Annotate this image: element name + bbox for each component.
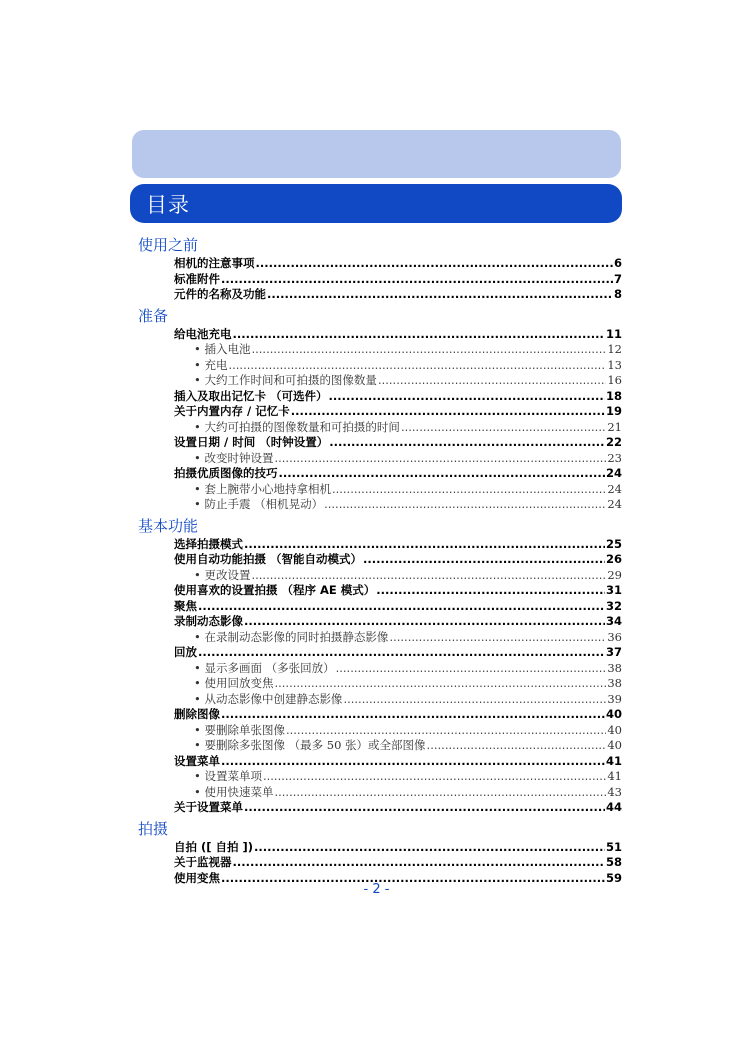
toc-entry[interactable] [138,583,622,599]
entry-page-number: 24 [607,497,622,511]
dot-leader [343,692,606,708]
dot-leader [286,723,606,739]
dot-leader [251,568,606,584]
dot-leader [329,389,605,405]
toc-entry[interactable] [138,754,622,770]
toc-section [138,515,622,816]
dot-leader [233,855,605,871]
dot-leader [401,420,606,436]
toc-entry[interactable] [138,404,622,420]
dot-leader [274,451,606,467]
entry-page-number: 13 [607,357,622,372]
entry-page-number: 11 [605,326,622,341]
entry-label: • 使用快速菜单 [194,784,274,799]
entry-page-number: 26 [605,552,622,566]
dot-leader [274,676,606,692]
table-of-contents [138,232,622,886]
dot-leader [329,435,605,451]
entry-page-number: 31 [605,583,622,597]
dot-leader [427,738,607,754]
dot-leader [221,272,613,288]
entry-label: 插入及取出记忆卡 （可选件） [174,388,328,403]
toc-subentry[interactable] [138,738,622,754]
dot-leader [332,482,606,498]
toc-subentry[interactable] [138,497,622,513]
entry-label: • 使用回放变焦 [194,676,274,690]
toc-subentry[interactable] [138,676,622,692]
dot-leader [244,614,605,630]
toc-entry[interactable] [138,466,622,482]
entry-label: • 防止手震 （相机晃动） [194,497,324,511]
toc-subentry[interactable] [138,661,622,677]
entry-page-number: 32 [605,598,622,613]
toc-section [138,234,622,303]
entry-label: 设置菜单 [174,753,220,768]
dot-leader [291,404,605,420]
entry-page-number: 29 [607,567,622,582]
entry-page-number: 18 [605,388,622,403]
entry-page-number: 38 [607,660,622,675]
toc-section [138,305,622,513]
entry-label: 回放 [174,645,197,659]
toc-entry[interactable] [138,599,622,615]
toc-subentry[interactable] [138,482,622,498]
entry-page-number: 44 [605,800,622,814]
entry-page-number: 23 [607,450,622,465]
entry-label: 元件的名称及功能 [174,287,266,301]
entry-page-number: 24 [605,466,622,480]
dot-leader [251,342,606,358]
entry-label: 使用变焦 [174,870,220,885]
dot-leader [233,327,605,343]
entry-label: • 更改设置 [194,567,251,582]
toc-entry[interactable] [138,327,622,343]
dot-leader [376,583,605,599]
entry-label: • 设置菜单项 [194,769,262,783]
entry-label: 标准附件 [174,271,220,286]
entry-page-number: 39 [607,691,622,706]
dot-leader [221,707,605,723]
toc-entry[interactable] [138,840,622,856]
entry-page-number: 38 [607,676,622,690]
toc-subentry[interactable] [138,342,622,358]
entry-label: 相机的注意事项 [174,256,255,270]
title-bar [130,184,622,223]
entry-label: • 插入电池 [194,342,251,356]
dot-leader [389,630,606,646]
dot-leader [221,754,605,770]
toc-entry[interactable] [138,537,622,553]
toc-section [138,818,622,887]
entry-page-number: 58 [605,855,622,869]
dot-leader [274,785,606,801]
entry-page-number: 21 [607,419,622,434]
entry-page-number: 36 [607,629,622,644]
entry-label: 设置日期 / 时间 （时钟设置） [174,435,329,449]
entry-page-number: 12 [607,342,622,356]
dot-leader [244,537,605,553]
entry-page-number: 34 [605,614,622,628]
dot-leader [378,373,606,389]
entry-label: 使用喜欢的设置拍摄 （程序 AE 模式） [174,583,376,597]
entry-page-number: 41 [607,769,622,783]
entry-page-number: 37 [605,645,622,659]
entry-page-number: 40 [605,707,622,721]
entry-page-number: 43 [607,784,622,799]
page-number: - 2 - [363,882,390,897]
section-title: 拍摄 [138,819,169,838]
toc-entry[interactable] [138,614,622,630]
entry-label: • 要删除单张图像 [194,722,285,737]
entry-page-number: 22 [605,435,622,449]
toc-subentry[interactable] [138,692,622,708]
dot-leader [198,645,605,661]
page-title: 目录 [146,192,190,217]
section-title: 使用之前 [138,236,199,254]
toc-entry[interactable] [138,435,622,451]
entry-label: • 大约可拍摄的图像数量和可拍摄的时间 [194,419,400,434]
entry-page-number: 25 [605,536,622,551]
toc-entry[interactable] [138,287,622,303]
entry-page-number: 40 [607,722,622,737]
entry-page-number: 59 [605,870,622,885]
section-title: 基本功能 [138,516,199,535]
entry-label: • 套上腕带小心地持拿相机 [194,481,331,496]
entry-label: 使用自动功能拍摄 （智能自动模式） [174,552,363,566]
dot-leader [263,769,606,785]
section-title: 准备 [138,306,169,325]
entry-label: 关于监视器 [174,855,232,869]
toc-subentry[interactable] [138,630,622,646]
entry-page-number: 7 [613,271,622,286]
entry-page-number: 19 [605,404,622,418]
dot-leader [267,287,613,303]
entry-page-number: 41 [605,753,622,768]
toc-entry[interactable] [138,800,622,816]
toc-subentry[interactable] [138,373,622,389]
entry-label: 关于内置内存 / 记忆卡 [174,404,290,418]
entry-label: • 从动态影像中创建静态影像 [194,691,343,706]
toc-entry[interactable] [138,389,622,405]
toc-subentry[interactable] [138,451,622,467]
toc-entry[interactable] [138,552,622,568]
toc-entry[interactable] [138,707,622,723]
entry-label: 删除图像 [174,707,220,721]
entry-page-number: 8 [613,287,622,301]
dot-leader [324,497,606,513]
entry-label: 自拍 ([ 自拍 ]) [174,839,254,854]
entry-page-number: 16 [607,373,622,387]
entry-label: 录制动态影像 [174,614,243,628]
dot-leader [363,552,605,568]
entry-page-number: 40 [607,738,622,752]
entry-page-number: 51 [605,839,622,854]
toc-subentry[interactable] [138,723,622,739]
toc-subentry[interactable] [138,420,622,436]
entry-label: • 改变时钟设置 [194,450,274,465]
toc-entry[interactable] [138,272,622,288]
dot-leader [256,256,613,272]
dot-leader [198,599,605,615]
toc-subentry[interactable] [138,358,622,374]
entry-label: 选择拍摄模式 [174,536,243,551]
dot-leader [336,661,607,677]
entry-label: • 显示多画面 （多张回放） [194,660,335,675]
toc-subentry[interactable] [138,785,622,801]
toc-entry[interactable] [138,645,622,661]
dot-leader [254,840,605,856]
dot-leader [228,358,606,374]
toc-entry[interactable] [138,256,622,272]
entry-label: 关于设置菜单 [174,800,243,814]
entry-label: 聚焦 [174,598,197,613]
entry-label: 给电池充电 [174,326,232,341]
entry-label: • 在录制动态影像的同时拍摄静态影像 [194,629,389,644]
header-band [132,130,621,178]
toc-entry[interactable] [138,855,622,871]
entry-page-number: 24 [607,481,622,496]
dot-leader [244,800,605,816]
entry-label: 拍摄优质图像的技巧 [174,466,278,480]
dot-leader [279,466,605,482]
toc-subentry[interactable] [138,769,622,785]
toc-subentry[interactable] [138,568,622,584]
entry-page-number: 6 [613,256,622,270]
entry-label: • 要删除多张图像 （最多 50 张）或全部图像 [194,738,426,752]
entry-label: • 充电 [194,357,228,372]
entry-label: • 大约工作时间和可拍摄的图像数量 [194,373,377,387]
